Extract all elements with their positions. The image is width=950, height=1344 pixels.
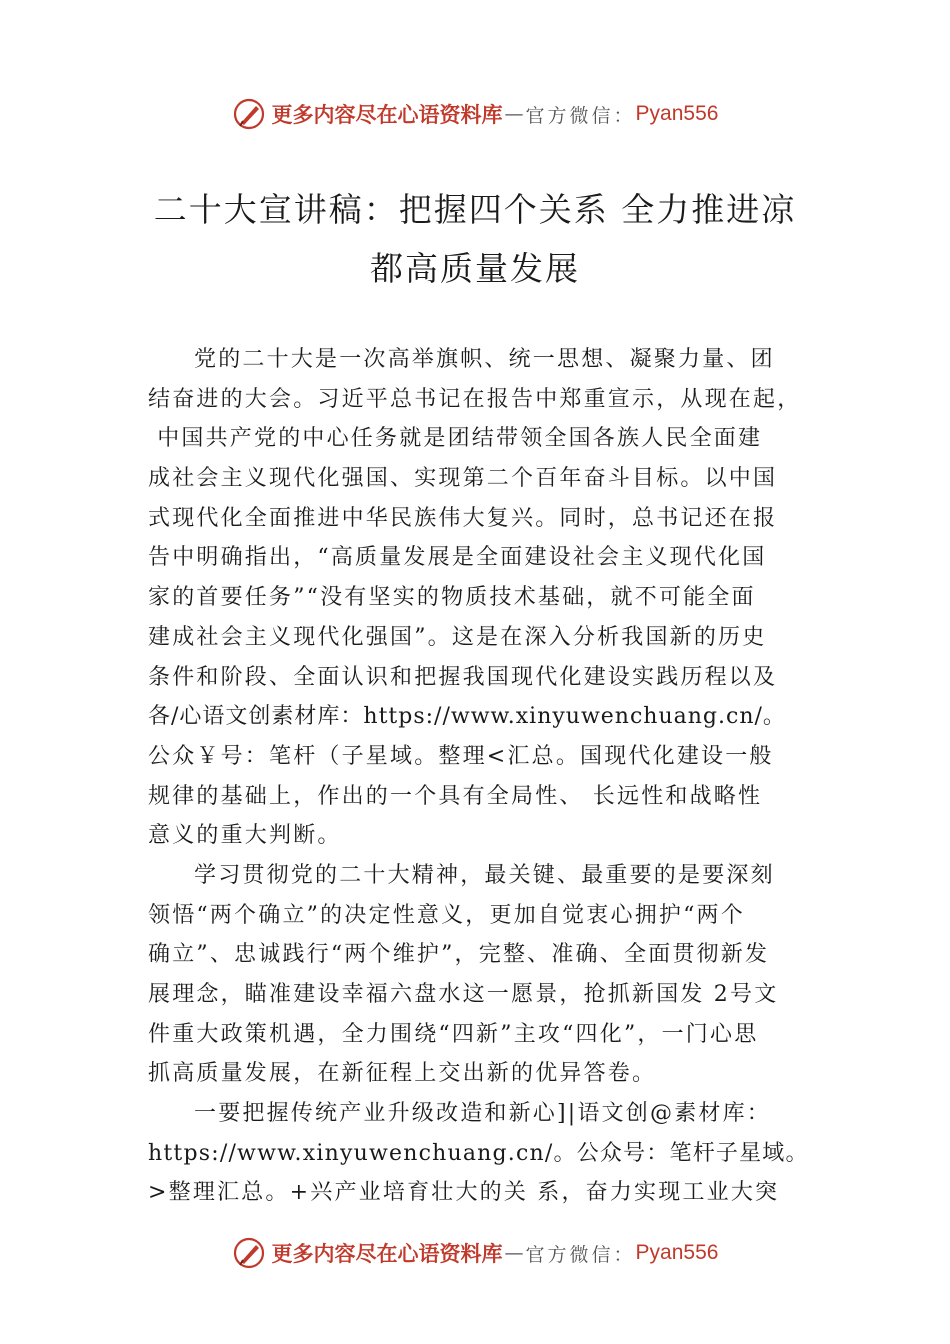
title-line-1: 二十大宣讲稿：把握四个关系 全力推进凉 bbox=[153, 190, 797, 229]
header-banner bbox=[0, 94, 950, 134]
banner-dash: — bbox=[504, 1242, 524, 1264]
body-line: 家的首要任务”“没有坚实的物质技术基础，就不可能全面 bbox=[148, 585, 756, 611]
body-line: 党的二十大是一次高举旗帜、统一思想、凝聚力量、团 bbox=[194, 347, 775, 372]
body-line: 建成社会主义现代化强国”。这是在深入分析我国新的历史 bbox=[148, 624, 767, 650]
body-line: 公众￥号：笔杆（子星域。整理<汇总。国现代化建设一般 bbox=[148, 743, 774, 769]
quill-pen-logo-icon bbox=[232, 1236, 266, 1270]
footer-banner bbox=[0, 1233, 950, 1273]
body-line: 各/心语文创素材库：https://www.xinyuwenchuang.cn/。 bbox=[148, 704, 786, 730]
body-line: 一要把握传统产业升级改造和新心]|语文创@素材库： bbox=[194, 1101, 771, 1127]
body-line: 式现代化全面推进中华民族伟大复兴。同时，总书记还在报 bbox=[148, 505, 778, 531]
body-line: 结奋进的大会。习近平总书记在报告中郑重宣示，从现在起， bbox=[148, 386, 802, 412]
body-line: 成社会主义现代化强国、实现第二个百年奋斗目标。以中国 bbox=[148, 466, 778, 492]
body-line: 抓高质量发展，在新征程上交出新的优异答卷。 bbox=[148, 1061, 657, 1087]
body-line: 学习贯彻党的二十大精神，最关键、最重要的是要深刻 bbox=[194, 862, 775, 888]
title-line-2: 都高质量发展 bbox=[370, 249, 580, 288]
body-line: 领悟“两个确立”的决定性意义，更加自觉衷心拥护“两个 bbox=[148, 902, 745, 928]
body-line: 规律的基础上，作出的一个具有全局性、 长远性和战略性 bbox=[148, 783, 763, 809]
body-line: 中国共产党的中心任务就是团结带领全国各族人民全面建 bbox=[148, 426, 763, 452]
body-line: https://www.xinyuwenchuang.cn/。公众号：笔杆子星域。 bbox=[148, 1140, 809, 1166]
body-line: 条件和阶段、全面认识和把握我国现代化建设实践历程以及 bbox=[148, 664, 778, 690]
banner-wechat-id: Pyan556 bbox=[635, 1241, 719, 1264]
banner-brand-text: 更多内容尽在心语资料库 bbox=[271, 102, 503, 127]
body-line: >整理汇总。+兴产业培育壮大的关 系，奋力实现工业大突 bbox=[148, 1180, 780, 1206]
banner-dash: — bbox=[504, 103, 524, 125]
document-title bbox=[120, 180, 830, 298]
body-line: 件重大政策机遇，全力围绕“四新”主攻“四化”，一门心思 bbox=[148, 1021, 759, 1047]
body-line: 展理念，瞄准建设幸福六盘水这一愿景，抢抓新国发 2号文 bbox=[148, 982, 779, 1007]
quill-pen-logo-icon bbox=[232, 97, 266, 131]
body-line: 告中明确指出，“高质量发展是全面建设社会主义现代化国 bbox=[148, 545, 767, 571]
document-body bbox=[148, 340, 818, 1213]
banner-wechat-id: Pyan556 bbox=[635, 102, 719, 125]
body-line: 确立”、忠诚践行“两个维护”，完整、准确、全面贯彻新发 bbox=[148, 942, 770, 968]
banner-wechat-label: 官方微信： bbox=[525, 104, 636, 127]
banner-brand-text: 更多内容尽在心语资料库 bbox=[271, 1241, 503, 1266]
body-line: 意义的重大判断。 bbox=[148, 823, 342, 849]
banner-wechat-label: 官方微信： bbox=[525, 1243, 636, 1266]
